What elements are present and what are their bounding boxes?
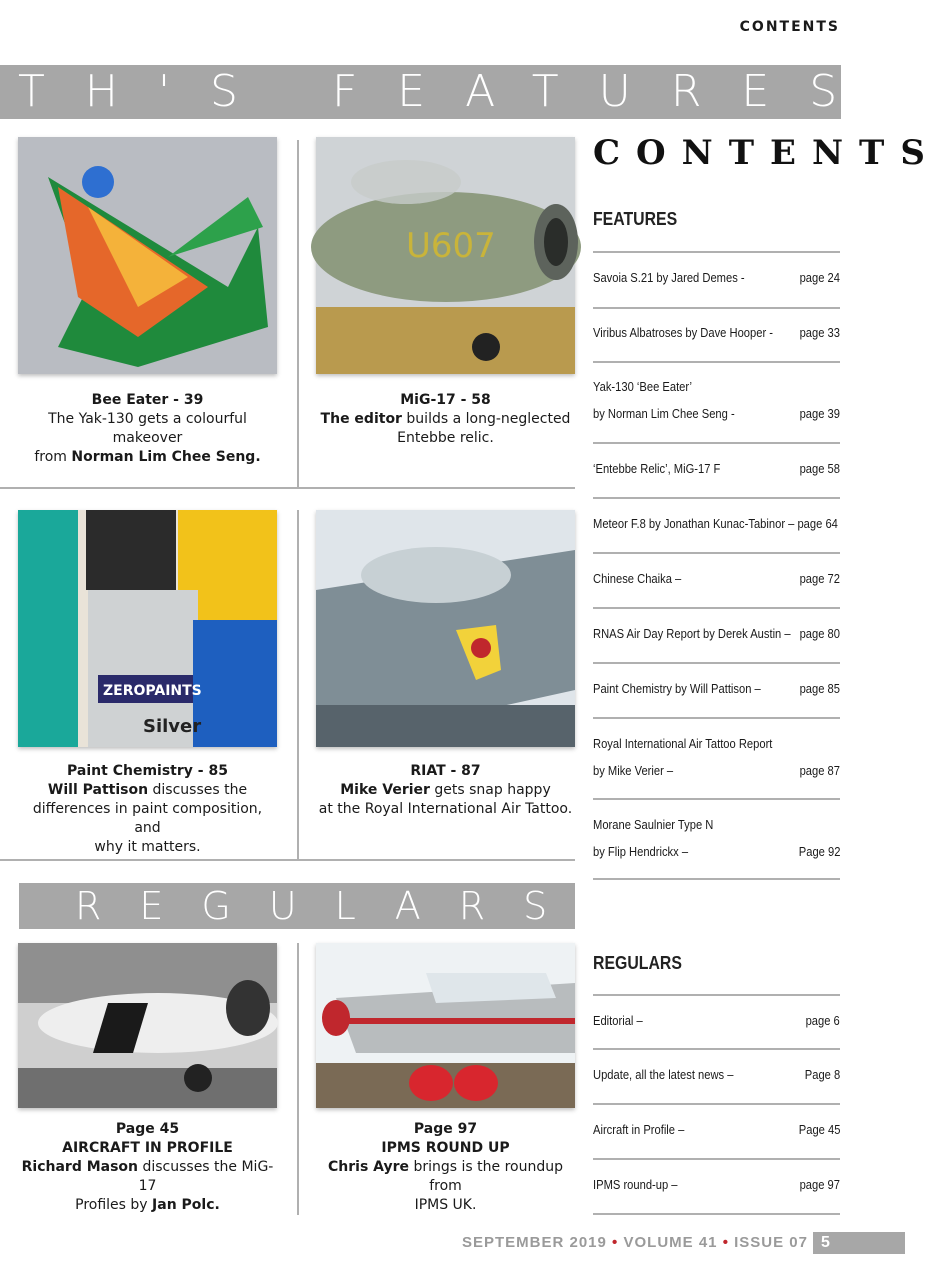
caption-line: at the Royal International Air Tattoo. — [318, 801, 573, 817]
caption-paint-chemistry — [18, 762, 277, 857]
riat-photo — [316, 510, 575, 747]
toc-item[interactable] — [593, 309, 840, 363]
toc-item-label: by Norman Lim Chee Seng - — [593, 406, 735, 421]
toc-item[interactable] — [593, 609, 840, 664]
toc-item[interactable] — [593, 1050, 840, 1105]
toc-item[interactable] — [593, 719, 840, 800]
caption-mig17 — [316, 391, 575, 448]
caption-aircraft-profile — [18, 1120, 277, 1215]
toc-item-label: Meteor F.8 by Jonathan Kunac-Tabinor – page 64 — [593, 516, 838, 531]
caption-text: discusses the MiG-17 — [138, 1159, 274, 1194]
caption-ipms — [316, 1120, 575, 1215]
toc-item[interactable] — [593, 800, 840, 880]
caption-text: Profiles by — [75, 1197, 153, 1213]
toc-item-page: Page 92 — [798, 844, 840, 859]
caption-line: Entebbe relic. — [397, 430, 494, 446]
toc-item[interactable] — [593, 996, 840, 1050]
toc-item-label: RNAS Air Day Report by Derek Austin – — [593, 626, 791, 641]
column-divider — [297, 510, 299, 860]
toc-item-page: page 33 — [799, 325, 840, 340]
toc-item-label: Aircraft in Profile – — [593, 1122, 685, 1137]
row-divider — [0, 859, 575, 861]
toc-item-page: Page 8 — [804, 1067, 840, 1082]
toc-features-heading: FEATURES — [593, 209, 678, 229]
toc-title: CONTENTS — [593, 133, 941, 173]
footer-volume: VOLUME 41 — [623, 1234, 718, 1251]
toc-item-page: page 80 — [799, 626, 840, 641]
caption-line: differences in paint composition, and — [32, 801, 263, 836]
toc-item-page: page 58 — [799, 461, 840, 476]
toc-item[interactable] — [593, 554, 840, 609]
toc-item[interactable] — [593, 499, 840, 554]
caption-title: RIAT - 87 — [410, 763, 481, 779]
ipms-photo — [316, 943, 575, 1108]
caption-author: Chris Ayre — [328, 1159, 410, 1175]
svg-text:ZEROPAINTS: ZEROPAINTS — [103, 683, 202, 699]
toc-item-label: ‘Entebbe Relic’, MiG-17 F — [593, 461, 721, 476]
toc-item[interactable] — [593, 363, 840, 444]
toc-item[interactable] — [593, 664, 840, 719]
toc-item[interactable] — [593, 1105, 840, 1160]
page-number: 5 — [813, 1232, 905, 1254]
caption-author: Mike Verier — [340, 782, 430, 798]
toc-item[interactable] — [593, 1160, 840, 1215]
toc-item-page: page 39 — [799, 406, 840, 421]
caption-title: Page 45 — [115, 1121, 180, 1137]
toc-item-page: page 85 — [799, 681, 840, 696]
toc-item-label: Savoia S.21 by Jared Demes - — [593, 270, 745, 285]
caption-line: The Yak-130 gets a colourful makeover — [48, 411, 247, 446]
toc-item[interactable] — [593, 253, 840, 309]
caption-title: Bee Eater - 39 — [91, 392, 204, 408]
toc-item-label: Yak-130 ‘Bee Eater’ — [593, 379, 693, 394]
toc-item-label: IPMS round-up – — [593, 1177, 678, 1192]
separator-dot: • — [722, 1234, 729, 1251]
toc-item-label: by Mike Verier – — [593, 763, 674, 778]
features-banner: TH'S FEATURES — [0, 65, 841, 119]
toc-item-label: by Flip Hendrickx – — [593, 844, 689, 859]
caption-title: MiG-17 - 58 — [400, 392, 491, 408]
toc-item-page: Page 45 — [798, 1122, 840, 1137]
caption-author: Will Pattison — [47, 782, 149, 798]
toc-item[interactable] — [593, 444, 840, 499]
caption-text: builds a long-neglected — [401, 411, 571, 427]
paint-chemistry-photo — [18, 510, 277, 747]
toc-item-page: page 87 — [799, 763, 840, 778]
caption-author: Richard Mason — [21, 1159, 139, 1175]
caption-author: Jan Polc. — [152, 1197, 220, 1213]
toc-item-page: page 6 — [805, 1013, 840, 1028]
caption-bee-eater — [18, 391, 277, 467]
footer-issue: ISSUE 07 — [734, 1234, 808, 1251]
separator-dot: • — [612, 1234, 619, 1251]
caption-riat — [316, 762, 575, 819]
toc-item-label: Royal International Air Tattoo Report — [593, 736, 773, 751]
caption-text: brings is the roundup from — [409, 1159, 563, 1194]
caption-subtitle: AIRCRAFT IN PROFILE — [62, 1140, 233, 1156]
toc-item-label: Paint Chemistry by Will Pattison – — [593, 681, 761, 696]
caption-author: Norman Lim Chee Seng. — [71, 449, 261, 465]
toc-item-page: page 72 — [799, 571, 840, 586]
caption-title: Paint Chemistry - 85 — [67, 763, 228, 779]
caption-subtitle: IPMS ROUND UP — [381, 1140, 510, 1156]
caption-text: gets snap happy — [429, 782, 551, 798]
toc-item-page: page 24 — [799, 270, 840, 285]
row-divider — [0, 487, 575, 489]
caption-line: IPMS UK. — [414, 1197, 477, 1213]
aircraft-profile-photo — [18, 943, 277, 1108]
caption-title: Page 97 — [413, 1121, 478, 1137]
toc-item-label: Editorial – — [593, 1013, 643, 1028]
caption-text: from — [34, 449, 72, 465]
toc-item-page: page 97 — [799, 1177, 840, 1192]
toc-item-label: Viribus Albatroses by Dave Hooper - — [593, 325, 774, 340]
caption-author: The editor — [320, 411, 402, 427]
regulars-banner: REGULARS — [19, 883, 575, 929]
toc-item-label: Morane Saulnier Type N — [593, 817, 714, 832]
footer-month: SEPTEMBER 2019 — [461, 1234, 607, 1251]
column-divider — [297, 943, 299, 1215]
caption-text: discusses the — [148, 782, 248, 798]
running-head: CONTENTS — [739, 19, 840, 35]
mig17-photo — [316, 137, 575, 374]
svg-text:U607: U607 — [406, 226, 496, 266]
column-divider — [297, 140, 299, 487]
bee-eater-photo — [18, 137, 277, 374]
toc-item-label: Chinese Chaika – — [593, 571, 682, 586]
caption-line: why it matters. — [94, 839, 201, 855]
toc-item-label: Update, all the latest news – — [593, 1067, 734, 1082]
footer-issue-line — [462, 1234, 808, 1251]
svg-text:Silver: Silver — [143, 716, 202, 737]
toc-regulars-heading: REGULARS — [593, 953, 682, 973]
